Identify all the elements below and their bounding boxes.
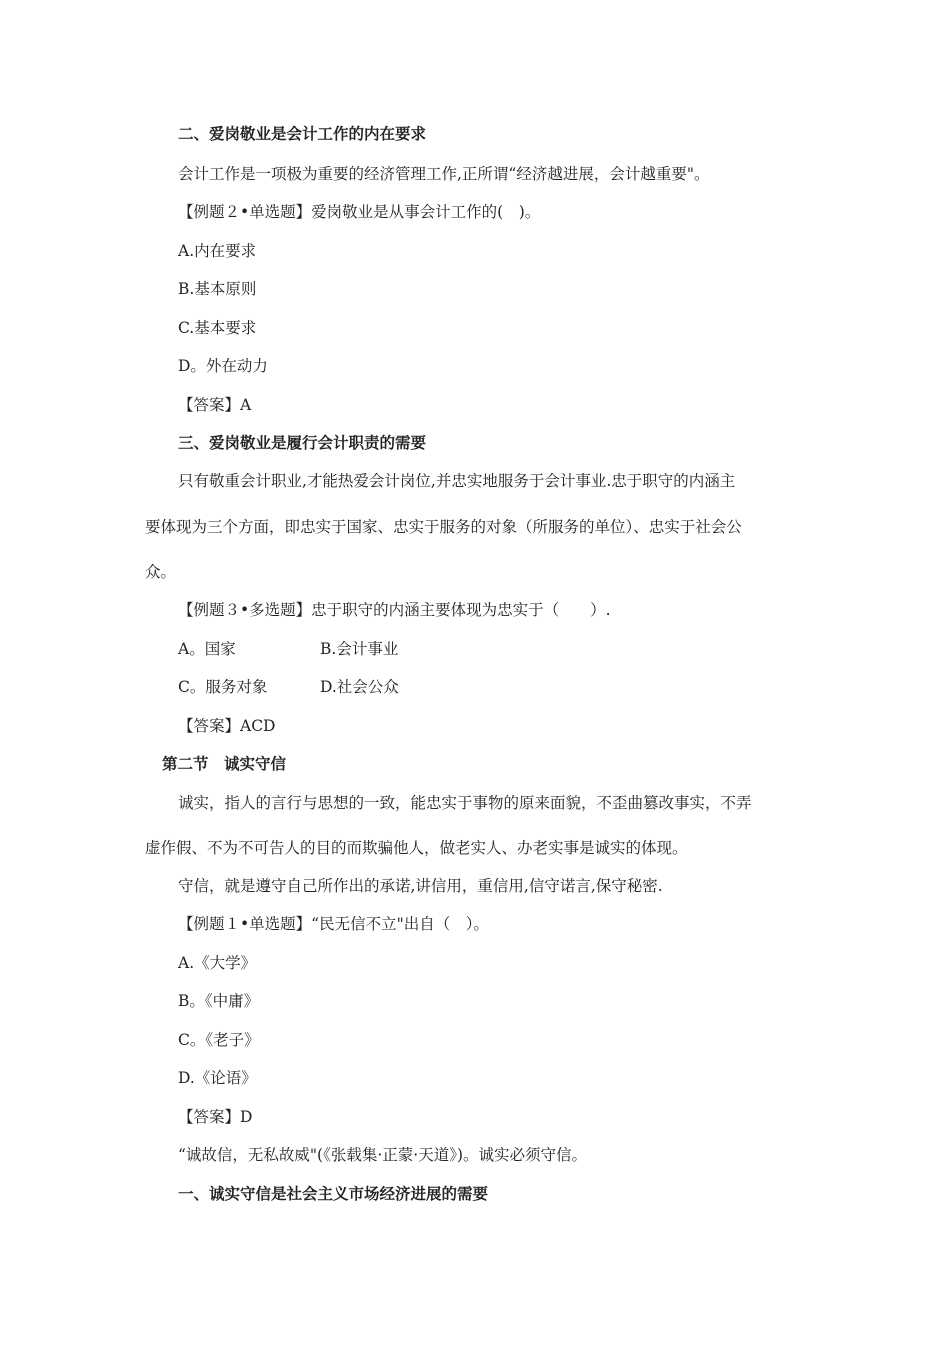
paragraph-line-3: 众。 [145, 563, 177, 581]
paragraph-line-2: 虚作假、不为不可告人的目的而欺骗他人，做老实人、办老实事是诚实的体现。 [145, 839, 688, 857]
question-stem: 【例题２•单选题】爱岗敬业是从事会计工作的( )。 [178, 203, 541, 221]
option-d: D。外在动力 [178, 357, 268, 375]
paragraph: 会计工作是一项极为重要的经济管理工作,正所谓“经济越进展，会计越重要"。 [178, 165, 710, 183]
section-heading-2: 二、爱岗敬业是会计工作的内在要求 [178, 125, 427, 143]
question-stem: 【例题１•单选题】“民无信不立"出自（ ）。 [178, 915, 489, 933]
option-b: B。《中庸》 [178, 992, 260, 1010]
answer: 【答案】ACD [178, 717, 276, 735]
section-heading-1: 一、诚实守信是社会主义市场经济进展的需要 [178, 1185, 489, 1203]
quotation: “诚故信，无私故威"(《张载集·正蒙·天道》)。诚实必须守信。 [178, 1146, 588, 1164]
option-a: A.《大学》 [178, 954, 257, 972]
section-heading-3: 三、爱岗敬业是履行会计职责的需要 [178, 434, 427, 452]
option-c: C.基本要求 [178, 319, 257, 337]
option-d: D.《论语》 [178, 1069, 257, 1087]
paragraph-line-2: 要体现为三个方面，即忠实于国家、忠实于服务的对象（所服务的单位）、忠实于社会公 [145, 518, 742, 536]
paragraph-line-1: 只有敬重会计职业,才能热爱会计岗位,并忠实地服务于会计事业.忠于职守的内涵主 [178, 472, 736, 490]
option-c: C。《老子》 [178, 1031, 260, 1049]
paragraph: 守信，就是遵守自己所作出的承诺,讲信用，重信用,信守诺言,保守秘密. [178, 877, 663, 895]
paragraph-line-1: 诚实，指人的言行与思想的一致，能忠实于事物的原来面貌，不歪曲篡改事实，不弄 [178, 794, 752, 812]
option-a: A.内在要求 [178, 242, 257, 260]
section-title: 第二节 诚实守信 [162, 755, 287, 773]
option-c: C。服务对象 [178, 678, 268, 696]
option-d: D.社会公众 [320, 678, 399, 696]
answer: 【答案】D [178, 1108, 253, 1126]
option-b: B.基本原则 [178, 280, 257, 298]
option-b: B.会计事业 [320, 640, 399, 658]
answer: 【答案】A [178, 396, 252, 414]
option-a: A。国家 [178, 640, 236, 658]
question-stem: 【例题３•多选题】忠于职守的内涵主要体现为忠实于（ ）. [178, 601, 611, 619]
